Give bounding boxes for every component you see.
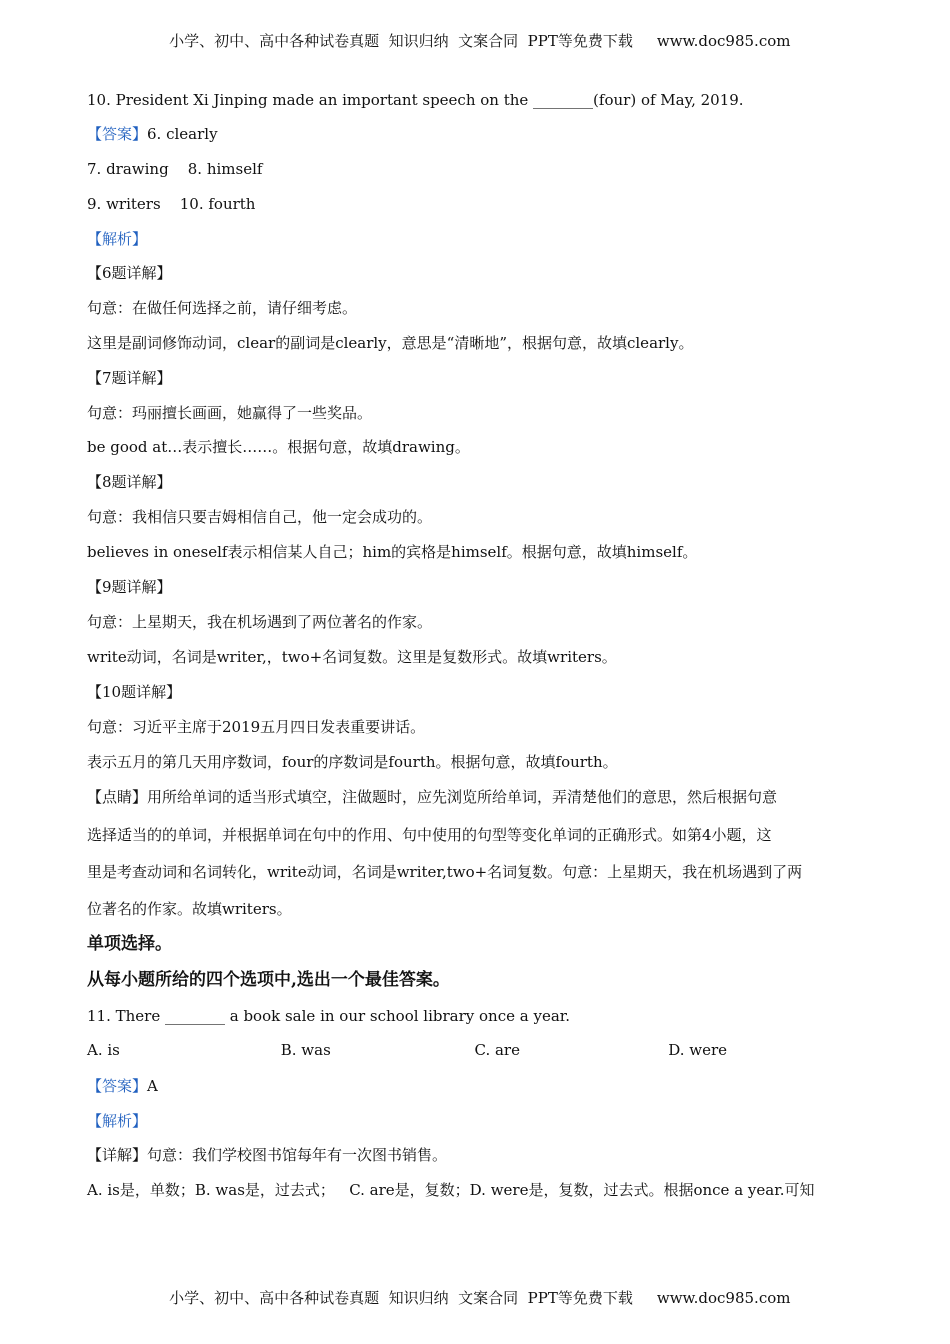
detail-6-meaning: 句意：在做任何选择之前，请仔细考虑。 [87, 299, 358, 317]
detail-9-title: 【9题详解】 [87, 578, 172, 596]
q11-detail-options: A. is是，单数；B. was是，过去式； C. are是，复数；D. were是，复数，过去式。根据once a year.可知 [87, 1181, 815, 1199]
detail-10-explain: 表示五月的第几天用序数词，four的序数词是fourth。根据句意，故填fourth。 [87, 753, 618, 771]
section-instruction: 从每小题所给的四个选项中,选出一个最佳答案。 [87, 970, 450, 990]
header-text: 小学、初中、高中各种试卷真题 知识归纳 文案合同 PPT等免费下载 [169, 32, 633, 50]
detail-9-explain: write动词，名词是writer,，two+名词复数。这里是复数形式。故填writers。 [87, 648, 617, 666]
question-10: 10. President Xi Jinping made an important speech on the ________(four) of May, 2019. [87, 91, 744, 109]
footer-text: 小学、初中、高中各种试卷真题 知识归纳 文案合同 PPT等免费下载 [169, 1289, 633, 1307]
answer-line-3: 9. writers 10. fourth [87, 195, 256, 213]
detail-10-meaning: 句意：习近平主席于2019五月四日发表重要讲话。 [87, 718, 426, 736]
detail-8-explain: believes in oneself表示相信某人自己；him的宾格是himself。根据句意，故填himself。 [87, 543, 698, 561]
detail-7-title: 【7题详解】 [87, 369, 172, 387]
tip-line-3: 里是考查动词和名词转化，write动词，名词是writer,two+名词复数。句意：上星期天，我在机场遇到了两 [87, 863, 803, 881]
q11-detail: 【详解】句意：我们学校图书馆每年有一次图书销售。 [87, 1146, 448, 1164]
page-footer [0, 1269, 950, 1308]
tip-line-2: 选择适当的的单词，并根据单词在句中的作用、句中使用的句型等变化单词的正确形式。如第4小题，这 [87, 826, 772, 844]
page-header [0, 12, 950, 51]
option-a: A. is [87, 1041, 120, 1059]
detail-6-explain: 这里是副词修饰动词，clear的副词是clearly，意思是“清晰地”，根据句意，故填clearly。 [87, 334, 694, 352]
tip-line-1: 【点睛】用所给单词的适当形式填空，注做题时，应先浏览所给单词，弄清楚他们的意思，然后根据句意 [87, 788, 778, 806]
analysis-tag: 【解析】 [87, 230, 148, 248]
detail-9-meaning: 句意：上星期天，我在机场遇到了两位著名的作家。 [87, 613, 433, 631]
answer-line-2: 7. drawing 8. himself [87, 160, 263, 178]
question-11-stem: 11. There ________ a book sale in our school library once a year. [87, 1007, 571, 1025]
option-b: B. was [280, 1041, 331, 1059]
question-11-options [87, 1041, 862, 1059]
answer-line-1: 【答案】6. clearly [87, 125, 218, 143]
q11-analysis-tag: 【解析】 [87, 1112, 148, 1130]
header-site-link[interactable]: www.doc985.com [656, 32, 791, 50]
option-c: C. are [474, 1041, 520, 1059]
tip-line-4: 位著名的作家。故填writers。 [87, 900, 292, 918]
answer-tag: 【答案】 [87, 125, 148, 143]
section-title: 单项选择。 [87, 934, 172, 954]
detail-6-title: 【6题详解】 [87, 264, 172, 282]
question-11-answer: 【答案】A [87, 1077, 158, 1095]
detail-8-meaning: 句意：我相信只要吉姆相信自己，他一定会成功的。 [87, 508, 433, 526]
detail-10-title: 【10题详解】 [87, 683, 182, 701]
detail-7-meaning: 句意：玛丽擅长画画，她赢得了一些奖品。 [87, 404, 373, 422]
footer-site-link[interactable]: www.doc985.com [656, 1289, 791, 1307]
option-d: D. were [668, 1041, 728, 1059]
tip-tag: 【点睛】 [87, 788, 148, 806]
detail-8-title: 【8题详解】 [87, 473, 172, 491]
q11-answer-tag: 【答案】 [87, 1077, 148, 1095]
detail-7-explain: be good at…表示擅长……。根据句意，故填drawing。 [87, 438, 470, 456]
